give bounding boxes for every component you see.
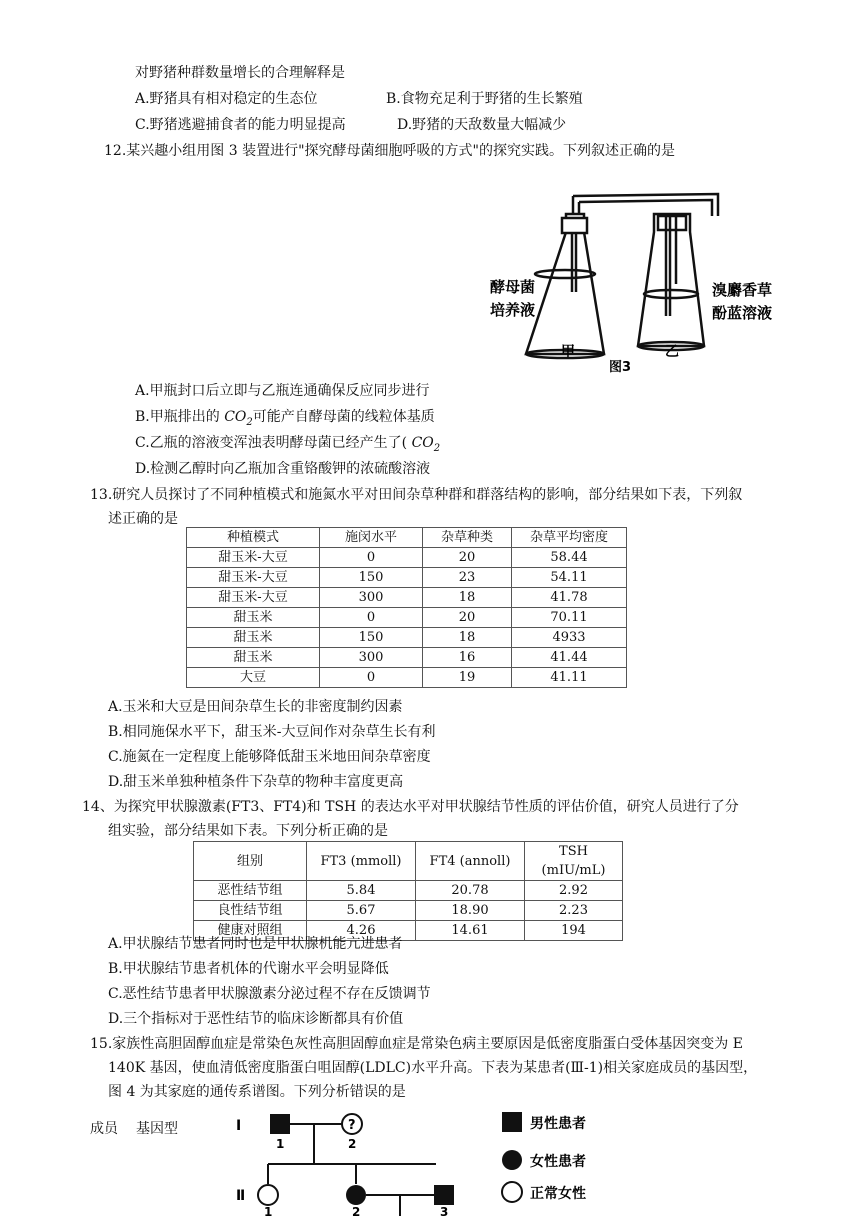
table-row: 大豆 0 19 41.11 <box>187 668 627 688</box>
q14-option-a: A.甲状腺结节患者同时也是甲状腺机能亢进患者 <box>108 936 403 952</box>
q15-stem-line2: 140K 基因，使血清低密度脂蛋白咀固醇(LDLC)水平升高。下表为某患者(Ⅲ-1)相关家庭成员的基因型， <box>108 1060 758 1076</box>
q12-option-b-pre: B.甲瓶排出的 <box>135 409 225 425</box>
q12-option-c-pre: C.乙瓶的溶液变浑浊表明酵母菌已经产生了( <box>135 435 412 451</box>
svg-text:1: 1 <box>264 1205 273 1216</box>
pedigree-figure <box>226 1104 606 1216</box>
q13-option-b: B.相同施保水平下，甜玉米-大豆间作对杂草生长有利 <box>108 724 436 740</box>
col-header: FT4 (annoll) <box>416 842 525 881</box>
fig-label-left-2: 培养液 <box>490 301 536 319</box>
q14-stem-line1: 14、为探究甲状腺激素(FT3、FT4)和 TSH 的表达水平对甲状腺结节性质的评估价值，研究人员进行了分 <box>82 799 739 815</box>
svg-text:1: 1 <box>276 1137 285 1151</box>
flask-a-label: 甲 <box>561 344 575 360</box>
table-header-row <box>194 842 623 881</box>
q13-stem-line1: 13.研究人员探讨了不同种植模式和施氮水平对田间杂草种群和群落结构的影响，部分结果如下表，下列叙 <box>90 487 743 503</box>
pedigree-II2-affected-female <box>346 1185 366 1205</box>
q15-stem-line3: 图 4 为其家庭的通传系谱图。下列分析错误的是 <box>108 1084 406 1100</box>
q12-option-d: D.检测乙醇时向乙瓶加含重铬酸钾的浓硫酸溶液 <box>135 461 431 477</box>
co2-formula: $CO_2$ <box>224 409 253 428</box>
figure-caption: 图3 <box>609 360 632 375</box>
q14-option-b: B.甲状腺结节患者机体的代谢水平会明显降低 <box>108 961 389 977</box>
genotype-table-header-member: 成员 <box>90 1121 118 1137</box>
q11-option-b: B.食物充足利于野猪的生长繁殖 <box>386 91 583 107</box>
q11-option-c: C.野猪逃避捕食者的能力明显提高 <box>135 117 346 133</box>
q13-option-d: D.甜玉米单独种植条件下杂草的物种丰富度更高 <box>108 774 404 790</box>
q12-stem: 12.某兴趣小组用图 3 装置进行"探究酵母菌细胞呼吸的方式"的探究实践。下列叙述正确的是 <box>104 143 675 159</box>
q14-option-c: C.恶性结节患者甲状腺激素分泌过程不存在反馈调节 <box>108 986 431 1002</box>
generation-I-label: I <box>236 1118 242 1134</box>
yeast-apparatus-figure <box>478 186 798 376</box>
q12-option-c <box>135 434 440 458</box>
col-header: 组别 <box>194 842 307 881</box>
legend-male-affected: 男性患者 <box>530 1116 586 1132</box>
q14-option-d: D.三个指标对于恶性结节的临床诊断都具有价值 <box>108 1011 404 1027</box>
table-row: 甜玉米 0 20 70.11 <box>187 608 627 628</box>
legend-female-affected: 女性患者 <box>530 1154 586 1170</box>
q11-stem: 对野猪种群数量增长的合理解释是 <box>135 65 345 81</box>
col-header: FT3 (mmoll) <box>307 842 416 881</box>
pedigree-II1-normal-female <box>258 1185 278 1205</box>
col-header: 施闵水平 <box>320 528 423 548</box>
svg-text:?: ? <box>348 1118 356 1133</box>
table-row: 甜玉米 150 18 4933 <box>187 628 627 648</box>
co2-formula: $CO_2$ <box>411 435 441 454</box>
q14-stem-line2: 组实验，部分结果如下表。下列分析正确的是 <box>108 823 388 839</box>
pedigree-I1-affected-male <box>270 1114 290 1134</box>
table-row: 甜玉米-大豆 300 18 41.78 <box>187 588 627 608</box>
q12-option-a: A.甲瓶封口后立即与乙瓶连通确保反应同步进行 <box>135 383 430 399</box>
col-header: 杂草种类 <box>423 528 512 548</box>
table-row: 良性结节组 5.67 18.90 2.23 <box>194 901 623 921</box>
table-header-row <box>187 528 627 548</box>
table-row: 甜玉米 300 16 41.44 <box>187 648 627 668</box>
legend-normal-female: 正常女性 <box>530 1186 586 1202</box>
q15-stem-line1: 15.家族性高胆固醇血症是常染色灰性高胆固醇血症是常染色病主要原因是低密度脂蛋白受体基因突变为 E <box>90 1036 743 1052</box>
legend-normal-female-icon <box>502 1182 522 1202</box>
fig-label-right-1: 溴麝香草 <box>712 281 773 299</box>
table-row: 恶性结节组 5.84 20.78 2.92 <box>194 881 623 901</box>
svg-text:2: 2 <box>348 1137 357 1151</box>
q12-option-b-post: 可能产自酵母菌的线粒体基质 <box>252 409 435 425</box>
flask-a-outline <box>526 214 604 354</box>
q13-table <box>186 527 627 688</box>
legend-male-affected-icon <box>502 1112 522 1132</box>
q13-option-a: A.玉米和大豆是田间杂草生长的非密度制约因素 <box>108 699 403 715</box>
svg-text:2: 2 <box>352 1205 361 1216</box>
q14-table <box>193 841 623 941</box>
col-header: TSH (mIU/mL) <box>525 842 623 881</box>
q12-option-b <box>135 408 435 432</box>
fig-label-right-2: 酚蓝溶液 <box>712 304 773 322</box>
pedigree-II3-affected-male <box>434 1185 454 1205</box>
flask-b-label: 乙 <box>665 344 679 360</box>
q11-option-a: A.野猪具有相对稳定的生态位 <box>135 91 318 107</box>
table-row: 甜玉米-大豆 150 23 54.11 <box>187 568 627 588</box>
q13-stem-line2: 述正确的是 <box>108 511 178 527</box>
table-row: 健康对照组 4.26 14.61 194 <box>194 921 623 941</box>
legend-female-affected-icon <box>502 1150 522 1170</box>
col-header: 种植模式 <box>187 528 320 548</box>
table-row: 甜玉米-大豆 0 20 58.44 <box>187 548 627 568</box>
q13-option-c: C.施氮在一定程度上能够降低甜玉米地田间杂草密度 <box>108 749 431 765</box>
genotype-table-header-genotype: 基因型 <box>136 1121 178 1137</box>
svg-text:3: 3 <box>440 1205 449 1216</box>
col-header: 杂草平均密度 <box>512 528 627 548</box>
generation-II-label: Ⅱ <box>236 1188 246 1204</box>
q11-option-d: D.野猪的天敌数量大幅减少 <box>397 117 567 133</box>
fig-label-left-1: 酵母菌 <box>490 278 536 296</box>
